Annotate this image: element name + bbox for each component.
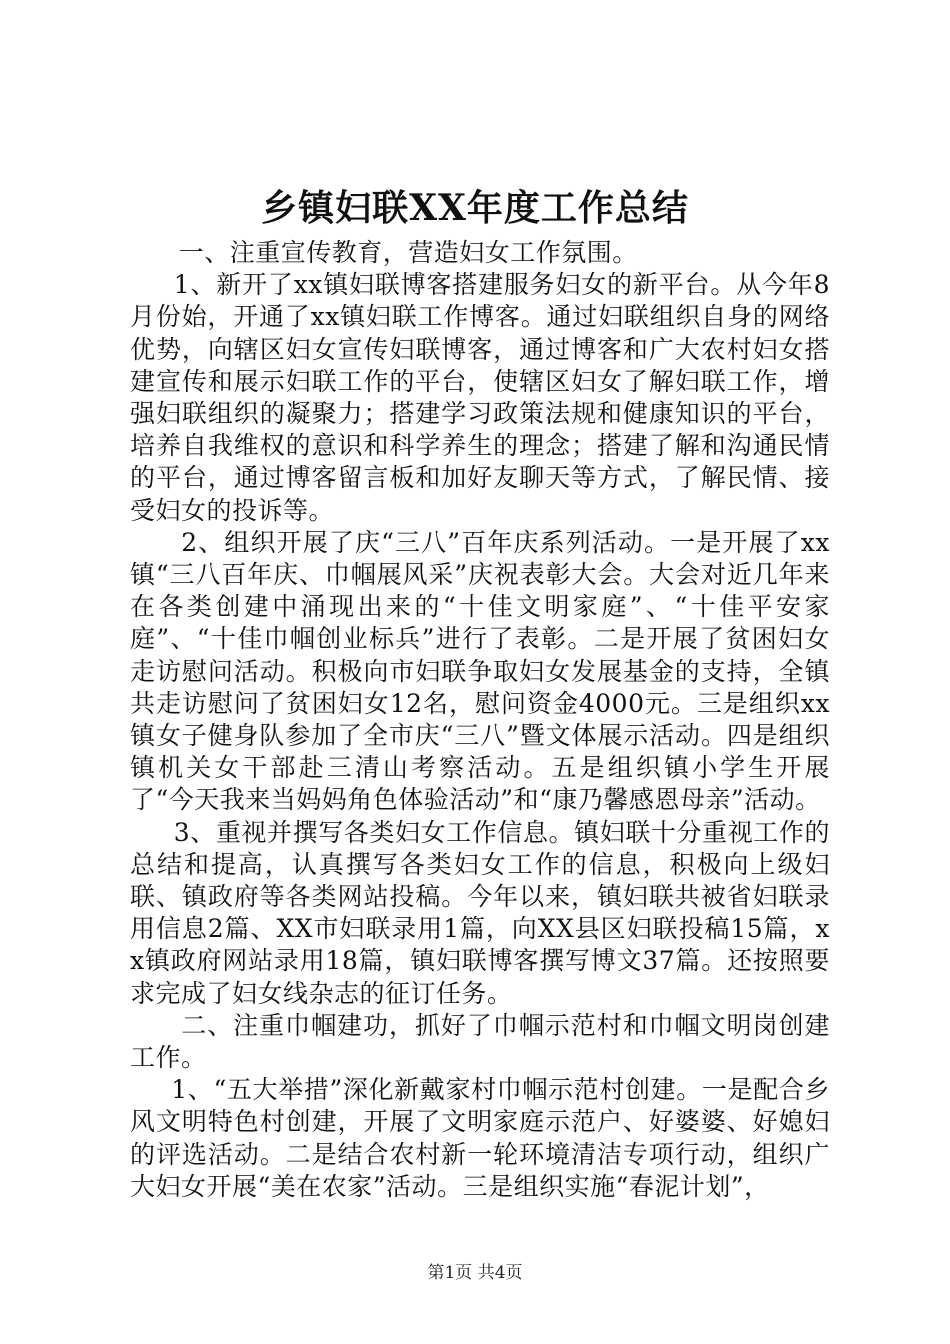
paragraph-march-eighth-activities: 2、组织开展了庆“三八”百年庆系列活动。一是开展了xx镇“三八百年庆、巾帼展风采”庆祝表彰大会。大会对近几年来在各类创建中涌现出来的“十佳文明家庭”、“十佳平安家庭”、“十佳巾帼创业标兵”进行了表彰。二是开展了贫困妇女走访慰问活动。积极向市妇联争取妇女发展基金的支持，全镇共走访慰问了贫困妇女12名，慰问资金4000元。三是组织xx镇女子健身队参加了全市庆“三八”暨文体展示活动。四是组织镇机关女干部赴三清山考察活动。五是组织镇小学生开展了“今天我来当妈妈角色体验活动”和“康乃馨感恩母亲”活动。: [130, 527, 830, 815]
paragraph-work-information: 3、重视并撰写各类妇女工作信息。镇妇联十分重视工作的总结和提高，认真撰写各类妇女工作的信息，积极向上级妇联、镇政府等各类网站投稿。今年以来，镇妇联共被省妇联录用信息2篇、XX市妇联录用1篇，向XX县区妇联投稿15篇，xx镇政府网站录用18篇，镇妇联博客撰写博文37篇。还按照要求完成了妇女线杂志的征订任务。: [130, 817, 830, 1008]
paragraph-blog-platform: 1、新开了xx镇妇联博客搭建服务妇女的新平台。从今年8月份始，开通了xx镇妇联工作博客。通过妇联组织自身的网络优势，向辖区妇女宣传妇联博客，通过博客和广大农村妇女搭建宣传和展示妇联工作的平台，使辖区妇女了解妇联工作，增强妇联组织的凝聚力；搭建学习政策法规和健康知识的平台，培养自我维权的意识和科学养生的理念；搭建了解和沟通民情的平台，通过博客留言板和加好友聊天等方式，了解民情、接受妇女的投诉等。: [130, 270, 830, 525]
page-footer: 第1页 共4页: [427, 1263, 523, 1283]
paragraph-five-measures: 1、“五大举措”深化新戴家村巾帼示范村创建。一是配合乡风文明特色村创建，开展了文明家庭示范户、好婆婆、好媳妇的评选活动。二是结合农村新一轮环境清洁专项行动，组织广大妇女开展“美在农家”活动。三是组织实施“春泥计划”，: [130, 1075, 830, 1201]
document-title: 乡镇妇联XX年度工作总结: [261, 187, 689, 229]
document-body: [130, 237, 830, 1203]
section-heading-2: 二、注重巾帼建功，抓好了巾帼示范村和巾帼文明岗创建工作。: [130, 1010, 830, 1073]
section-heading-1: 一、注重宣传教育，营造妇女工作氛围。: [178, 238, 638, 267]
